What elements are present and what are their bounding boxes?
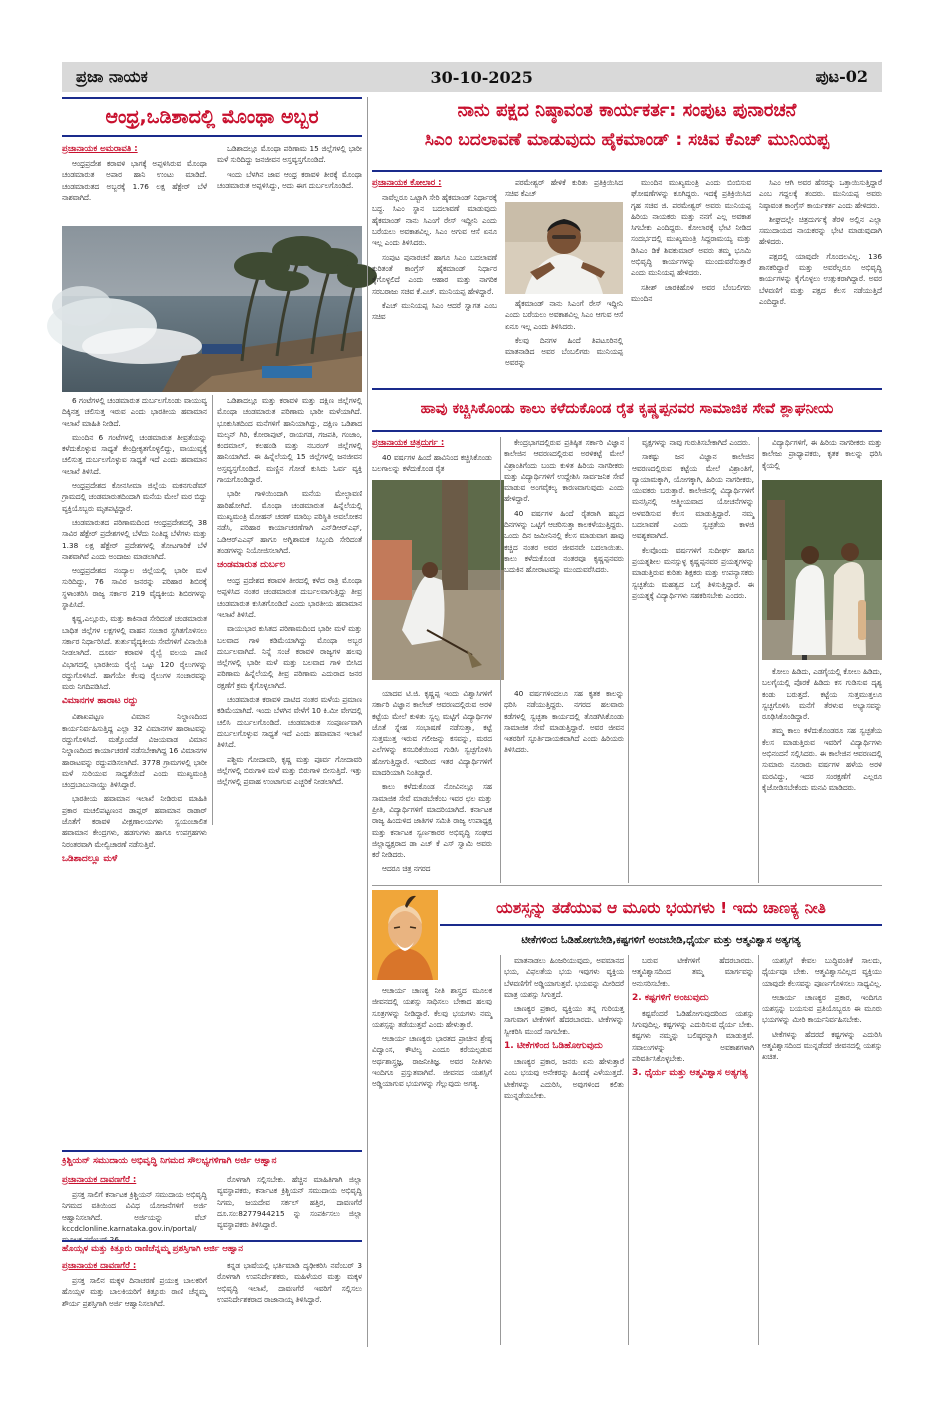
subhead-flights: ವಿಮಾನಗಳ ಹಾರಾಟ ರದ್ದು [62, 696, 139, 707]
story1-para: ಚಂಡಮಾರುತದ ಪರಿಣಾಮದಿಂದ ಆಂಧ್ರಪ್ರದೇಶದಲ್ಲಿ 38 ಸಾವಿರ ಹೆಕ್ಟೇರ್ ಪ್ರದೇಶಗಳಲ್ಲಿ ಬೆಳೆದು ನಿಂತಿದ್ದ ಬೆಳೆಗಳು ಮತ್ತು 1.38 ಲಕ್ಷ ಹೆಕ್ಟೇರ್ ಪ್ರದೇಶಗಳಲ್ಲಿ ತೋಟಗಾರಿಕೆ ಬೆಳೆ ನಾಶವಾಗಿವೆ ಎಂದು ಅಂದಾಜು ಮಾಡಲಾಗಿದೆ. [62, 517, 207, 561]
story2-para: ನಾವೆಲ್ಲರೂ ಒಟ್ಟಾಗಿ ಸೇರಿ ಹೈಕಮಾಂಡ್ ನಿರ್ಧಾರಕ್ಕೆ ಬದ್ಧ. ಸಿಎಂ ಸ್ಥಾನ ಬದಲಾವಣೆ ಮಾಡುವುದು ಹೈಕಮಾಂಡ್ ನಾನು ಸಿಎಂಗೆ ರೇಸ್ ಇದ್ದೀನಿ ಎಂದು ಬರೆಯಲು ಅವಕಾಶವಿಲ್ಲ. ಸಿಎಂ ಅಗುವ ಆಸೆ ಏನೂ ಇಲ್ಲ ಎಂದು ತಿಳಿಸಿದರು. [372, 193, 497, 248]
subhead-courage: 3. ಧೈರ್ಯ ಮತ್ತು ಆತ್ಮವಿಶ್ವಾಸ ಅತ್ಯಗತ್ಯ [632, 1068, 748, 1079]
cyclone-photo-image [62, 226, 362, 392]
notice2-dateline: ಪ್ರಜಾನಾಯಕ ದಾವಣಗೆರೆ : [62, 1261, 137, 1271]
story1-col-c [62, 395, 207, 1140]
subhead-criticism: 1. ಟೀಕೆಗಳಿಂದ ಓಡಿಹೋಗುವುದು [504, 1041, 603, 1052]
story1-para: ಭಾರತೀಯ ಹವಾಮಾನ ಇಲಾಖೆ ನೀಡಿರುವ ಮಾಹಿತಿ ಪ್ರಕಾರ ಮಚಲಿಪಟ್ಟಣಂನ ಡಾಪ್ಲರ್ ಹವಾಮಾನ ರಾಡಾರ್ ಜೊತೆಗೆ ಕರಾವಳಿ ವೀಕ್ಷಣಾಲಯಗಳು ಸ್ವಯಂಚಾಲಿತ ಹವಾಮಾನ ಕೇಂದ್ರಗಳು, ಹಡಗುಗಳು ಹಾಗೂ ಉಪಗ್ರಹಗಳು ನಿರಂತರವಾಗಿ ಮೇಲ್ವಿಚಾರಣೆ ನಡೆಸುತ್ತಿವೆ. [62, 794, 207, 849]
notice1-headline: ಕ್ರಿಶ್ಚಿಯನ್ ಸಮುದಾಯ ಅಭಿವೃದ್ಧಿ ನಿಗಮದ ಸೌಲಭ್ಯಗಳಿಗಾಗಿ ಅರ್ಜಿ ಆಹ್ವಾನ [62, 1156, 277, 1167]
story1-para: ಚಂಡಮಾರುತ ಕರಾವಳಿ ದಾಟಿದ ನಂತರ ಮಳೆಯ ಪ್ರಮಾಣ ಕಡಿಮೆಯಾಗಿದೆ. ಇಂದು ಬೆಳಗಿನ ವೇಳೆಗೆ 10 ಕಿ.ಮೀ ವೇಗದಲ್ಲಿ ಚಲಿಸಿ ದುರ್ಬಲಗೊಂಡಿದೆ. ಚಂಡಮಾರುತ ಸಂಪೂರ್ಣವಾಗಿ ದುರ್ಬಲಗೊಳ್ಳುವ ಸಾಧ್ಯತೆ ಇದೆ ಎಂದು ಹವಾಮಾನ ಇಲಾಖೆ ತಿಳಿಸಿದೆ. [217, 695, 362, 750]
column-rule [500, 437, 501, 883]
story1-col-b [217, 143, 362, 223]
two-men-photo [762, 480, 882, 660]
notice1-col-b [217, 1174, 362, 1238]
story1-para: ಭಾರೀ ಗಾಳಿಯಿಂದಾಗಿ ಮನೆಯ ಮೇಲ್ಛಾವಣಿ ಹಾರಿಹೋಗಿದೆ. ಮೊಂಥಾ ಚಂಡಮಾರುತ ಹಿನ್ನೆಲೆಯಲ್ಲಿ ಮುಖ್ಯಮಂತ್ರಿ ಮೋಹನ್ ಚರಣ್ ಮಾಝಿ ಪರಿಸ್ಥಿತಿ ಅವಲೋಕನ ನಡೆಸಿ, ಪರಿಹಾರ ಕಾರ್ಯಾಚರಣೆಗಾಗಿ ಎನ್‌ಡಿಆರ್‌ಎಫ್, ಒಡಿಆರ್‌ಎಎಫ್ ಹಾಗೂ ಅಗ್ನಿಶಾಮಕ ಸಿಬ್ಬಂದಿ ಸೇರಿದಂತೆ ತಂಡಗಳನ್ನು ನಿಯೋಜಿಸಲಾಗಿದೆ. [217, 489, 362, 555]
minister-portrait-image [505, 202, 623, 294]
story1-para: ಒಡಿಶಾದಲ್ಲೂ ಮತ್ತು ಕರಾವಳಿ ಮತ್ತು ದಕ್ಷಿಣ ಜಿಲ್ಲೆಗಳಲ್ಲಿ ಮೊಂಥಾ ಚಂಡಮಾರುತ ಪರಿಣಾಮ ಭಾರೀ ಮಳೆಯಾಗಿದೆ. ಭೂಕುಸಿತದಿಂದ ಮನೆಗಳಿಗೆ ಹಾನಿಯಾಗಿದ್ದು, ದಕ್ಷಿಣ ಒಡಿಶಾದ ಮಲ್ಕನ್ ಗಿರಿ, ಕೋರಾಪುಟ್, ರಾಯಗಡ, ಗಜಪತಿ, ಗಂಜಾಂ, ಕಂದಮಾಲ್, ಕಲಹಂಡಿ ಮತ್ತು ನಬರಂಗ್ ಜಿಲ್ಲೆಗಳಲ್ಲಿ ಹಾನಿಯಾಗಿದೆ. ಈ ಹಿನ್ನೆಲೆಯಲ್ಲಿ 15 ಜಿಲ್ಲೆಗಳಲ್ಲಿ ಜನಜೀವನ ಅಸ್ತವ್ಯಸ್ತಗೊಂಡಿದೆ. ಮಣ್ಣಿನ ಗೋಡೆ ಕುಸಿದು ಓರ್ವ ವ್ಯಕ್ತಿ ಗಾಯಗೊಂಡಿದ್ದಾರೆ. [217, 396, 362, 485]
story4-col-b [504, 955, 624, 1345]
story3-para: ಆದರೂ ಚಿತ್ರ ನಗರದ [382, 864, 431, 874]
two-men-image [762, 480, 882, 660]
notice2-col-a [62, 1260, 207, 1345]
story2-col-d [759, 177, 882, 382]
story2-para: ಸತೀಶ್ ಜಾರಕಿಹೊಳಿ ಅವರ ಬೆಂಬಲಿಗರು ಮುಂದಿನ [631, 282, 751, 303]
story4-para: ಚಾಣಕ್ಯರ ಪ್ರಕಾರ, ಜನರು ಏನು ಹೇಳುತ್ತಾರೆ ಎಂಬ ಭಯವು ಅನೇಕರನ್ನು ಹಿಂದಕ್ಕೆ ಎಳೆಯುತ್ತದೆ. ಟೀಕೆಗಳನ್ನು ಎದುರಿಸಿ, ಅವುಗಳಿಂದ ಕಲಿತು ಮುನ್ನಡೆಯಬೇಕು. [504, 1057, 624, 1100]
story3-col-b [504, 437, 624, 681]
notice2-col-b [217, 1260, 362, 1345]
story1-para: ವಾಯುಭಾರ ಕುಸಿತದ ಪರಿಣಾಮದಿಂದ ಭಾರೀ ಮಳೆ ಮತ್ತು ಬಲವಾದ ಗಾಳಿ ಕಡಿಮೆಯಾಗಿದ್ದು ಮೊಂಥಾ ಅಬ್ಬರ ದುರ್ಬಲವಾಗಿದೆ. ನಿನ್ನೆ ಸಂಜೆ ಕರಾವಳಿ ರಾಜ್ಯಗಳ ಹಲವು ಜಿಲ್ಲೆಗಳಲ್ಲಿ ಭಾರೀ ಮಳೆ ಮತ್ತು ಬಲವಾದ ಗಾಳಿ ಬೀಸಿದ ಪರಿಣಾಮ ಹಿನ್ನೆಲೆಯಲ್ಲಿ ತೀವ್ರ ಪರಿಣಾಮ ಎದುರಾದ ಜನರ ರಕ್ಷಣೆಗೆ ಕ್ರಮ ಕೈಗೊಳ್ಳಲಾಗಿದೆ. [217, 624, 362, 690]
story4-col-a [372, 985, 492, 1345]
story1-col-d [217, 395, 362, 1140]
story3-para: ಸಾಕಷ್ಟು ಜನ ವಿಜ್ಞಾನ ಕಾಲೇಜಿನ ಆವರಣದಲ್ಲಿರುವ ಕಟ್ಟೆಯ ಮೇಲೆ ವಿಶ್ರಾಂತಿಗೆ, ವ್ಯಾಯಾಮಕ್ಕಾಗಿ, ಯೋಗಕ್ಕಾಗಿ, ಹಿರಿಯ ನಾಗರೀಕರು, ಯುವಕರು ಬರುತ್ತಾರೆ. ಕಾಲೇಜಿನಲ್ಲಿ ವಿದ್ಯಾರ್ಥಿಗಳಿಗೆ ಮನಸ್ಸಿನಲ್ಲಿ ಆತ್ಮೀಯವಾದ ಯೋಚನೆಗಳನ್ನು ಅಳವಡಿಸುವ ಕೆಲಸ ಮಾಡುತ್ತಿದ್ದಾರೆ. ನಮ್ಮ ಬದಲಾವಣೆ ಎಂದು ಸ್ವಚ್ಛತೆಯ ಕಾಳಜಿ ಅವಶ್ಯಕವಾಗಿದೆ. [632, 452, 754, 541]
chanakya-portrait-icon [372, 890, 438, 980]
column-rule [758, 955, 759, 1345]
story3-para: ಕೆಲವೊಂದು ವರ್ಷಗಳಿಗೆ ಸುದೀರ್ಘ ಹಾಗೂ ಪ್ರಯತ್ನಶೀಲ ಮನಸ್ಸುಳ್ಳ ಕೃಷ್ಣಪ್ಪನವರ ಪ್ರಯತ್ನಗಳನ್ನು ಮಾಡುತ್ತಿರುವ ಕುರಿತು ಶಿಕ್ಷಕರು ಮತ್ತು ಉಪನ್ಯಾಸಕರು ಸ್ವಚ್ಛತೆಯ ಮಹತ್ವದ ಬಗ್ಗೆ ತಿಳಿಸುತ್ತಿದ್ದಾರೆ. ಈ ಪ್ರಯತ್ನಕ್ಕೆ ವಿದ್ಯಾರ್ಥಿಗಳು ಸಹಕರಿಸಬೇಕು ಎಂದರು. [632, 545, 754, 600]
story1-para: ಆಂಧ್ರಪ್ರದೇಶದ ಕೋನಸೀಮಾ ಜಿಲ್ಲೆಯ ಮಕನಗುಡೆಮ್ ಗ್ರಾಮದಲ್ಲಿ ಚಂಡಮಾರುತದಿಂದಾಗಿ ಮನೆಯ ಮೇಲೆ ಮರ ಬಿದ್ದು ವ್ಯಕ್ತಿಯೊಬ್ಬರು ಮೃತಪಟ್ಟಿದ್ದಾರೆ. [62, 481, 207, 513]
notice2-text: ಕನ್ನಡ ಭಾಷೆಯಲ್ಲಿ ಭರ್ತಿಮಾಡಿ ದೃಢೀಕರಿಸಿ ನವೆಂಬರ್ 3 ರೊಳಗಾಗಿ ಉಪನಿರ್ದೇಶಕರು, ಮಹಿಳೆಯರ ಮತ್ತು ಮಕ್ಕಳ ಅಭಿವೃದ್ಧಿ ಇಲಾಖೆ, ದಾವಣಗೆರೆ ಇವರಿಗೆ ಸಲ್ಲಿಸಲು ಉಪನಿರ್ದೇಶಕರಾದ ರಾಜಾನಾಯ್ಕ ತಿಳಿಸಿದ್ದಾರೆ. [217, 1261, 362, 1304]
story2-para: ಸಂಪುಟ ಪುನಾರಚನೆ ಹಾಗೂ ಸಿಎಂ ಬದಲಾವಣೆ ಕುರಿತಂತೆ ಕಾಂಗ್ರೆಸ್ ಹೈಕಮಾಂಡ್ ನಿರ್ಧಾರ ಕೈಗೊಳ್ಳಲಿದೆ ಎಂದು ಆಹಾರ ಮತ್ತು ನಾಗರಿಕ ಸರಬರಾಜು ಸಚಿವ ಕೆ.ಎಚ್. ಮುನಿಯಪ್ಪ ಹೇಳಿದ್ದಾರೆ. [372, 252, 497, 296]
story2-col-a [372, 177, 497, 382]
notice1-text: ರೊಳಗಾಗಿ ಸಲ್ಲಿಸಬೇಕು. ಹೆಚ್ಚಿನ ಮಾಹಿತಿಗಾಗಿ ಜಿಲ್ಲಾ ವ್ಯವಸ್ಥಾಪಕರು, ಕರ್ನಾಟಕ ಕ್ರಿಶ್ಚಿಯನ್ ಸಮುದಾಯ ಅಭಿವೃದ್ಧಿ ನಿಗಮ, ಜಯದೇವ ಸರ್ಕಲ್ ಹತ್ತಿರ, ದಾವಣಗೆರೆ ದೂ.ಸಂ:8277944215 ನ್ನು ಸಂಪರ್ಕಿಸಲು ಜಿಲ್ಲಾ ವ್ಯವಸ್ಥಾಪಕರು ತಿಳಿಸಿದ್ದಾರೆ. [217, 1175, 362, 1230]
issue-date: 30-10-2025 [430, 67, 533, 87]
story3-col-d [762, 437, 882, 477]
story2-col-c [631, 177, 751, 382]
story3-headline: ಹಾವು ಕಚ್ಚಿಸಿಕೊಂಡು ಕಾಲು ಕಳೆದುಕೊಂಡ ರೈತ ಕೃಷ್ಣಪ್ಪನವರ ಸಾಮಾಜಿಕ ಸೇವೆ ಶ್ಲಾಘನೀಯ [420, 401, 834, 418]
story4-headline-box [440, 894, 882, 926]
story1-para: ವಿಶಾಖಪಟ್ಟಣ ವಿಮಾನ ನಿಲ್ದಾಣದಿಂದ ಕಾರ್ಯನಿರ್ವಹಿಸುತ್ತಿದ್ದ ಎಲ್ಲಾ 32 ವಿಮಾನಗಳ ಹಾರಾಟವನ್ನು ರದ್ದುಗೊಳಿಸಿದೆ. ಮತ್ತೊಂದೆಡೆ ವಿಜಯವಾಡ ವಿಮಾನ ನಿಲ್ದಾಣದಿಂದ ಕಾರ್ಯಾಚರಣೆ ನಡೆಸಬೇಕಾಗಿದ್ದ 16 ವಿಮಾನಗಳ ಹಾರಾಟವನ್ನು ರದ್ದುಪಡಿಸಲಾಗಿದೆ. 3778 ಗ್ರಾಮಗಳಲ್ಲಿ ಭಾರೀ ಮಳೆ ಸುರಿಯುವ ಸಾಧ್ಯತೆಯಿದೆ ಎಂದು ಮುಖ್ಯಮಂತ್ರಿ ಚಂದ್ರಬಾಬುನಾಯ್ಡು ತಿಳಿಸಿದ್ದಾರೆ. [62, 712, 207, 790]
story4-para: ಮಾತನಾಡಲು ಹಿಂಜರಿಯುವುದು, ಅವಮಾನದ ಭಯ, ವಿಫಲತೆಯ ಭಯ ಇವುಗಳು ವ್ಯಕ್ತಿಯ ಬೆಳವಣಿಗೆಗೆ ಅಡ್ಡಿಯಾಗುತ್ತವೆ. ಭಯವನ್ನು ಮೀರಿದರೆ ಮಾತ್ರ ಯಶಸ್ಸು ಸಿಗುತ್ತದೆ. [504, 956, 624, 999]
notice2-headline: ಹೊಯ್ಸಳ ಮತ್ತು ಕಿತ್ತೂರು ರಾಣಿಚೆನ್ನಮ್ಮ ಪ್ರಶಸ್ತಿಗಾಗಿ ಅರ್ಜಿ ಆಹ್ವಾನ [62, 1244, 243, 1255]
masthead [62, 62, 882, 92]
story1-para: ಒಡಿಶಾದಲ್ಲೂ ಮೊಂಥಾ ಪರಿಣಾಮ 15 ಜಿಲ್ಲೆಗಳಲ್ಲಿ ಭಾರೀ ಮಳೆ ಸುರಿದಿದ್ದು ಜನಜೀವನ ಅಸ್ತವ್ಯಸ್ತಗೊಂಡಿದೆ. [217, 144, 362, 165]
story1-headline-box [62, 97, 362, 137]
story3-para: 40 ವರ್ಷಗಳಿಂದಲೂ ಸಹ ಕೃತಕ ಕಾಲನ್ನು ಧರಿಸಿ ನಡೆಯುತ್ತಿದ್ದರು. ನಗರದ ಹಲವಾರು ಕಡೆಗಳಲ್ಲಿ ಸ್ವಚ್ಛತಾ ಕಾರ್ಯದಲ್ಲಿ ತೊಡಗಿಸಿಕೊಂಡು ಸಾಮಾಜಿಕ ಸೇವೆ ಮಾಡುತ್ತಿದ್ದಾರೆ. ಅವರ ಜೀವನ ಇತರರಿಗೆ ಸ್ಫೂರ್ತಿದಾಯಕವಾಗಿದೆ ಎಂದು ಹಿರಿಯರು ತಿಳಿಸಿದರು. [504, 689, 624, 755]
story1-para: ಕೃಷ್ಣ,ಎಲ್ಲೂರು, ಮತ್ತು ಕಾಕಿನಾಡ ಸೇರಿದಂತೆ ಚಂಡಮಾರುತ ಬಾಧಿತ ಜಿಲ್ಲೆಗಳ ಲಕ್ಷಗಳಲ್ಲಿ ವಾಹನ ಸಂಚಾರ ಸ್ಥಗಿತಗೊಳಿಸಲು ಸರ್ಕಾರ ನಿರ್ಧಾರಿಸಿದೆ. ತುರ್ತುವೈದ್ಯಕೀಯ ಸೇವೆಗಳಿಗೆ ವಿನಾಯಿತಿ ನೀಡಲಾಗಿದೆ. ದೂರ್ವ ಕರಾವಳಿ ರೈಲ್ವೆ ವಲಯ ಪಾಣಿ ವಿಭಾಗದಲ್ಲಿ ಭಾರತೀಯ ರೈಲ್ವೆ ಒಟ್ಟು 120 ರೈಲುಗಳನ್ನು ರದ್ದುಗೊಳಿಸಿದೆ. ಹಾಗೆಯೇ ಕೆಲವು ರೈಲುಗಳ ಸಂಚಾರವನ್ನು ಮರು ನಿಗದಿಪಡಿಸಿದೆ. [62, 614, 207, 692]
subhead-threat: ಚಂಡಮಾರುತ ದುರ್ಬಲ [217, 560, 286, 571]
section-divider [367, 97, 368, 1347]
story2-headline-rule [372, 170, 882, 172]
story2-col-b [505, 177, 623, 382]
cyclone-photo [62, 226, 362, 392]
story2-para: ಕೆಎಚ್ ಮುನಿಯಪ್ಪ ಸಿಎಂ ಆದರೆ ಸ್ವಾಗತ ಎಂಬ ಸಚಿವ [372, 300, 497, 322]
notice1-headline-box [62, 1150, 362, 1172]
column-rule [212, 395, 213, 825]
story3-para: ಕೋಲು ಹಿಡಿದು, ಎಡಗೈಯಲ್ಲಿ ಕೋಲು ಹಿಡಿದು, ಬಲಗೈಯಲ್ಲಿ ಪೊರಕೆ ಹಿಡಿದು ಕಸ ಗುಡಿಸುವ ದೃಶ್ಯ ಕಂಡು ಬರುತ್ತದೆ. ಕಟ್ಟೆಯ ಸುತ್ತಮುತ್ತಲೂ ಸ್ವಚ್ಛಗೊಳಿಸಿ ಮನೆಗೆ ತೆರಳುವ ಅಭ್ಯಾಸವನ್ನು ರೂಢಿಸಿಕೊಂಡಿದ್ದಾರೆ. [762, 667, 882, 722]
story1-para: ಪಶ್ಚಿಮ ಗೋದಾವರಿ, ಕೃಷ್ಣ ಮತ್ತು ಪೂರ್ವ ಗೋದಾವರಿ ಜಿಲ್ಲೆಗಳಲ್ಲಿ ಬಿರುಗಾಳಿ ಮಳೆ ಮತ್ತು ಬಿರುಗಾಳಿ ಬೀಸುತ್ತಿದೆ. ಇತ್ತು ಜಿಲ್ಲೆಗಳಲ್ಲಿ ಪ್ರವಾಹ ಉಂಟಾಗುವ ಎಚ್ಚರಿಕೆ ನೀಡಲಾಗಿದೆ. [217, 754, 362, 787]
story4-subhead: ಟೀಕೆಗಳಿಂದ ಓಡಿಹೋಗಬೇಡಿ,ಕಷ್ಟಗಳಿಗೆ ಅಂಜಬೇಡಿ,ಧೈರ್ಯ ಮತ್ತು ಆತ್ಮವಿಶ್ವಾಸ ಅತ್ಯಗತ್ಯ [521, 934, 801, 946]
farmer-sweeping-image [372, 480, 504, 680]
story1-para: ಆಂಧ್ರಪ್ರದೇಶದ ನಂದ್ಯಾಲ ಜಿಲ್ಲೆಯಲ್ಲಿ ಭಾರೀ ಮಳೆ ಸುರಿದಿದ್ದು, 76 ಸಾವಿರ ಜನರನ್ನು ಪರಿಹಾರ ಶಿಬಿರಕ್ಕೆ ಸ್ಥಳಾಂತರಿಸಿ ರಾಜ್ಯ ಸರ್ಕಾರ 219 ವೈದ್ಯಕೀಯ ಶಿಬಿರಗಳನ್ನು ಸ್ಥಾಪಿಸಿದೆ. [62, 566, 207, 610]
column-rule [500, 955, 501, 1345]
story4-col-d [762, 955, 882, 1345]
story4-headline: ಯಶಸ್ಸನ್ನು ತಡೆಯುವ ಆ ಮೂರು ಭಯಗಳು ! ಇದು ಚಾಣಕ್ಯ ನೀತಿ [496, 899, 826, 918]
page-number: ಪುಟ-02 [815, 67, 868, 86]
chanakya-illustration [372, 890, 438, 980]
story1-para: ಆಂಧ್ರಪ್ರದೇಶ ಕರಾವಳಿ ಭಾಗಕ್ಕೆ ಅಪ್ಪಳಿಸಿರುವ ಮೊಂಥಾ ಚಂಡಮಾರುತ ಅಪಾರ ಹಾನಿ ಉಂಟು ಮಾಡಿದೆ. ಚಂಡಮಾರುತದ ಅಬ್ಬರಕ್ಕೆ 1.76 ಲಕ್ಷ ಹೆಕ್ಟೇರ್ ಬೆಳೆ ನಾಶವಾಗಿದೆ. [62, 159, 207, 203]
story3-dateline: ಪ್ರಜಾನಾಯಕ ಚಿತ್ರದುರ್ಗ : [372, 438, 445, 448]
story2-para: ಪಕ್ಷದಲ್ಲಿ ಯಾವುದೇ ಗೊಂದಲವಿಲ್ಲ. 136 ಶಾಸಕರಿದ್ದಾರೆ ಮತ್ತು ಅವರೆಲ್ಲರೂ ಅಭಿವೃದ್ಧಿ ಕಾರ್ಯಗಳನ್ನು ಕೈಗೊಳ್ಳಲು ಉತ್ಸುಕರಾಗಿದ್ದಾರೆ. ಅವರ ಬೆಳವಣಿಗೆ ಮತ್ತು ಪಕ್ಷದ ಕೆಲಸ ನಡೆಯುತ್ತಿದೆ ಎಂದಿದ್ದಾರೆ. [759, 251, 882, 306]
notice2-text: ಪ್ರಸಕ್ತ ಸಾಲಿನ ಮಕ್ಕಳ ದಿನಾಚರಣೆ ಪ್ರಯುಕ್ತ ಬಾಲಕರಿಗೆ ಹೊಯ್ಸಳ ಮತ್ತು ಬಾಲಕಿಯರಿಗೆ ಕಿತ್ತೂರು ರಾಣಿ ಚೆನ್ನಮ್ಮ ಶೌರ್ಯ ಪ್ರಶಸ್ತಿಗಾಗಿ ಅರ್ಜಿ ಆಹ್ವಾನಿಸಲಾಗಿದೆ. [62, 1276, 207, 1308]
story2-para: ಹೈಕಮಾಂಡ್ ನಾನು ಸಿಎಂಗೆ ರೇಸ್ ಇದ್ದೀನಿ ಎಂದು ಬರೆಯಲು ಅವಕಾಶವಿಲ್ಲ ಸಿಎಂ ಆಗುವ ಆಸೆ ಏನೂ ಇಲ್ಲ ಎಂದು ತಿಳಿಸಿದರು. [505, 299, 623, 331]
story3-para: 40 ವರ್ಷಗಳ ಹಿಂದೆ ರೈತರಾಗಿ ಹಬ್ಬದ ದಿನಗಳನ್ನು ಒಟ್ಟಿಗೆ ಆಚರಿಸುತ್ತಾ ಕಾಲಕಳೆಯುತ್ತಿದ್ದರು. ಒಂದು ದಿನ ಜಮೀನಿನಲ್ಲಿ ಕೆಲಸ ಮಾಡುವಾಗ ಹಾವು ಕಚ್ಚಿದ ನಂತರ ಅವರ ಜೀವನವೇ ಬದಲಾಯಿತು. ಕಾಲು ಕಳೆದುಕೊಂಡ ನಂತರವೂ ಕೃಷ್ಣಪ್ಪನವರು ಬದುಕಿನ ಹೋರಾಟವನ್ನು ಮುಂದುವರೆಸಿದರು. [504, 508, 624, 575]
story3-col-b2 [504, 688, 624, 883]
section-rule [372, 885, 882, 886]
column-rule [628, 955, 629, 1345]
story3-col-d2 [762, 666, 882, 883]
notice1-col-a [62, 1174, 207, 1245]
story2-headline-1: ನಾನು ಪಕ್ಷದ ನಿಷ್ಠಾವಂತ ಕಾರ್ಯಕರ್ತ: ಸಂಪುಟ ಪುನಾರಚನೆ [457, 100, 797, 121]
story4-para: ಚಾಣಕ್ಯರ ಪ್ರಕಾರ, ವ್ಯಕ್ತಿಯು ತನ್ನ ಗುರಿಯತ್ತ ಸಾಗುವಾಗ ಟೀಕೆಗಳಿಗೆ ಹೆದರಬಾರದು. ಟೀಕೆಗಳನ್ನು ಸ್ವೀಕರಿಸಿ ಮುಂದೆ ಸಾಗಬೇಕು. [504, 1004, 624, 1036]
story1-headline: ಆಂಧ್ರ,ಒಡಿಶಾದಲ್ಲಿ ಮೊಂಥಾ ಅಬ್ಬರ [105, 105, 319, 128]
subhead-odisha: ಒಡಿಶಾದಲ್ಲೂ ಮಳೆ [62, 853, 118, 864]
story3-para: ತಮ್ಮ ಕಾಲು ಕಳೆದುಕೊಂಡರೂ ಸಹ ಸ್ವಚ್ಛತೆಯ ಕೆಲಸ ಮಾಡುತ್ತಿರುವ ಇವರಿಗೆ ವಿದ್ಯಾರ್ಥಿಗಳು ಅಭಿನಂದನೆ ಸಲ್ಲಿಸಿದರು. ಈ ಕಾಲೇಜಿನ ಆವರಣದಲ್ಲಿ ಸುಮಾರು ನೂರಾರು ವರ್ಷಗಳ ಹಳೆಯ ಅರಳಿ ಮರವಿದ್ದು, ಇದರ ಸಂರಕ್ಷಣೆಗೆ ಎಲ್ಲರೂ ಕೈಜೋಡಿಸಬೇಕೆಂದು ಮನವಿ ಮಾಡಿದರು. [762, 726, 882, 792]
story2-headline-box [372, 97, 882, 169]
story1-para: ಇಂದು ಬೆಳಗಿನ ಜಾವ ಆಂಧ್ರ ಕರಾವಳಿ ತೀರಕ್ಕೆ ಮೊಂಥಾ ಚಂಡಮಾರುತ ಅಪ್ಪಳಿಸಿದ್ದು, ಅದು ಈಗ ದುರ್ಬಲಗೊಂಡಿದೆ. [217, 169, 362, 190]
story3-para: ವೃಕ್ಷಗಳನ್ನು ನಾವು ಗುರುತಿಸಬೇಕಾಗಿದೆ ಎಂದರು. [642, 438, 751, 447]
story3-col-c [632, 437, 754, 883]
story2-headline-2: ಸಿಎಂ ಬದಲಾವಣೆ ಮಾಡುವುದು ಹೈಕಮಾಂಡ್ : ಸಚಿವ ಕೆಎಚ್ ಮುನಿಯಪ್ಪ [424, 129, 830, 150]
story2-para: ಮುಂದಿನ ಮುಖ್ಯಮಂತ್ರಿ ಎಂದು ಬಿಂಬಿಸುವ ಘೋಷಣೆಗಳನ್ನು ಕೂಗಿದ್ದರು. ಇದಕ್ಕೆ ಪ್ರತಿಕ್ರಿಯಿಸಿದ ಗೃಹ ಸಚಿವ ಜಿ. ಪರಮೇಶ್ವರ್ ಅವರು ಮುನಿಯಪ್ಪ ಹಿರಿಯ ನಾಯಕರು ಮತ್ತು ನನಗೆ ಎಲ್ಲ ಅವಕಾಶ ಸಿಗಬೇಕು ಎಂದಿದ್ದರು. ಕೋಲಾರಕ್ಕೆ ಭೇಟಿ ನೀಡಿದ ಸಂದರ್ಭದಲ್ಲಿ ಮುಖ್ಯಮಂತ್ರಿ ಸಿದ್ದರಾಮಯ್ಯ ಮತ್ತು ಡಿಸಿಎಂ ಡಿಕೆ ಶಿವಕುಮಾರ್ ಅವರು ತಮ್ಮ ಭೂಮಿ ಅಭಿವೃದ್ಧಿ ಕಾರ್ಯಗಳನ್ನು ಮುಂದುವರೆಸುತ್ತಾರೆ ಎಂದು ಮುನಿಯಪ್ಪ ಹೇಳಿದರು. [631, 178, 751, 278]
story4-para: ಆಚಾರ್ಯ ಚಾಣಕ್ಯ ನೀತಿ ಶಾಸ್ತ್ರದ ಮೂಲಕ ಜೀವನದಲ್ಲಿ ಯಶಸ್ಸು ಸಾಧಿಸಲು ಬೇಕಾದ ಹಲವು ಸೂತ್ರಗಳನ್ನು ನೀಡಿದ್ದಾರೆ. ಕೆಲವು ಭಯಗಳು ನಮ್ಮ ಯಶಸ್ಸನ್ನು ತಡೆಯುತ್ತವೆ ಎಂದು ಹೇಳುತ್ತಾರೆ. [372, 986, 492, 1029]
column-rule [628, 437, 629, 883]
story3-para: 40 ವರ್ಷಗಳ ಹಿಂದೆ ಹಾವಿನಿಂದ ಕಚ್ಚಿಸಿಕೊಂಡು ಬಲಗಾಲನ್ನು ಕಳೆದುಕೊಂಡ ರೈತ [372, 453, 492, 474]
story2-para: ಕೆಲವು ದಿನಗಳ ಹಿಂದೆ ತಿಪಟೂರಿನಲ್ಲಿ ಮಾತನಾಡಿದ ಅವರ ಬೆಂಬಲಿಗರು ಮುನಿಯಪ್ಪ ಅವರನ್ನು [505, 335, 623, 368]
story2-para: ಶೀಘ್ರದಲ್ಲೇ ಚಿತ್ರದುರ್ಗಕ್ಕೆ ತೆರಳಿ ಅಲ್ಲಿನ ಎಲ್ಲಾ ಸಮುದಾಯದ ನಾಯಕರನ್ನು ಭೇಟಿ ಮಾಡುವುದಾಗಿ ಹೇಳಿದರು. [759, 214, 882, 247]
story3-para: ಯಾದವ ಟಿ.ಜಿ. ಕೃಷ್ಣಪ್ಪ ಇಂದು ವಿಶ್ವಾಸಿಗಳಿಗೆ ಸರ್ಕಾರಿ ವಿಜ್ಞಾನ ಕಾಲೇಜ್ ಆವರಣದಲ್ಲಿರುವ ಅರಳಿ ಕಟ್ಟೆಯ ಮೇಲೆ ಕುಳಿತು ಸ್ವಲ್ಪ ಮಟ್ಟಿಗೆ ವಿದ್ಯಾರ್ಥಿಗಳ ಜೊತೆ ಸ್ನೇಹ ಸಂಭಾಷಣೆ ನಡೆಸುತ್ತಾ, ಕಟ್ಟೆ ಸುತ್ತಮುತ್ತ ಇರುವ ಗಲೀಜನ್ನು ಕಸವನ್ನು, ಮರದ ಎಲೆಗಳನ್ನು ಕಸಬರಿಕೆಯಿಂದ ಗುಡಿಸಿ ಸ್ವಚ್ಛಗೊಳಿಸಿ ಹೋಗುತ್ತಿದ್ದಾರೆ. ಇದರಿಂದ ಇತರ ವಿದ್ಯಾರ್ಥಿಗಳಿಗೆ ಮಾದರಿಯಾಗಿ ನಿಂತಿದ್ದಾರೆ. [372, 689, 492, 778]
story1-dateline: ಪ್ರಜಾನಾಯಕ ಅಮರಾವತಿ : [62, 144, 138, 154]
story1-para: ಆಂಧ್ರ ಪ್ರದೇಶದ ಕರಾವಳಿ ತೀರದಲ್ಲಿ ಕಳೆದ ರಾತ್ರಿ ಮೊಂಥಾ ಅಪ್ಪಳಿಸಿದ ನಂತರ ಚಂಡಮಾರುತ ದುರ್ಬಲವಾಗುತ್ತಿದ್ದು ತೀವ್ರ ಚಂಡಮಾರುತ ಕುಸಿತಗೊಂಡಿದೆ ಎಂದು ಭಾರತೀಯ ಹವಾಮಾನ ಇಲಾಖೆ ತಿಳಿಸಿದೆ. [217, 576, 362, 619]
story2-para: ಪರಮೇಶ್ವರ್ ಹೇಳಿಕೆ ಕುರಿತು ಪ್ರತಿಕ್ರಿಯಿಸಿದ ಸಚಿವ ಕೆಎಚ್ [505, 178, 623, 199]
story3-para: ಕಾಲು ಕಳೆದುಕೊಂಡ ನೋವಿನಲ್ಲೂ ಸಹ ಸಾಮಾಜಿಕ ಸೇವೆ ಮಾಡಬೇಕೆಂಬ ಇವರ ಛಲ ಮತ್ತು ಪ್ರೀತಿ, ವಿದ್ಯಾರ್ಥಿಗಳಿಗೆ ಮಾದರಿಯಾಗಿದೆ. ಕರ್ನಾಟಕ ರಾಜ್ಯ ಹಿಂದುಳಿದ ಜಾತಿಗಳ ಸಮಿತಿ ರಾಜ್ಯ ಉಪಾಧ್ಯಕ್ಷ ಮತ್ತು ಕರ್ನಾಟಕ ಸ್ವರ್ಣಕಾರರ ಅಭಿವೃದ್ಧಿ ಸಂಘದ ಜಿಲ್ಲಾಧ್ಯಕ್ಷರಾದ ಡಾ ಎಚ್ ಕೆ ಎಸ್ ಸ್ವಾಮಿ ಅವರು ಕರೆ ನೀಡಿದರು. [372, 782, 492, 860]
story2-dateline: ಪ್ರಜಾನಾಯಕ ಕೋಲಾರ : [372, 178, 442, 188]
story4-subhead-box [440, 930, 882, 950]
story4-para: ಕಷ್ಟವೆಂದರೆ ಓಡಿಹೋಗುವುದರಿಂದ ಯಶಸ್ಸು ಸಿಗುವುದಿಲ್ಲ. ಕಷ್ಟಗಳನ್ನು ಎದುರಿಸುವ ಧೈರ್ಯ ಬೇಕು. ಕಷ್ಟಗಳು ನಮ್ಮನ್ನು ಬಲಿಷ್ಠರನ್ನಾಗಿ ಮಾಡುತ್ತವೆ. ಸವಾಲುಗಳನ್ನು ಅವಕಾಶಗಳಾಗಿ ಪರಿವರ್ತಿಸಿಕೊಳ್ಳಬೇಕು. [632, 1008, 754, 1064]
notice1-text: ಪ್ರಸಕ್ತ ಸಾಲಿಗೆ ಕರ್ನಾಟಕ ಕ್ರಿಶ್ಚಿಯನ್ ಸಮುದಾಯ ಅಭಿವೃದ್ಧಿ ನಿಗಮದ ವತಿಯಿಂದ ವಿವಿಧ ಯೋಜನೆಗಳಿಗೆ ಅರ್ಜಿ ಆಹ್ವಾನಿಸಲಾಗಿದೆ. ಅರ್ಜಿಯನ್ನು ವೆಬ್ kccdclonline.karnataka.gov.in/portal/ ಮೂಲಕ ನವೆಂಬರ್ 26 [62, 1190, 207, 1245]
subhead-hardship: 2. ಕಷ್ಟಗಳಿಗೆ ಅಂಜುವುದು [632, 992, 709, 1003]
story4-para: ಆಚಾರ್ಯ ಚಾಣಕ್ಯರ ಪ್ರಕಾರ, ಇಂದಿಗೂ ಯಶಸ್ಸನ್ನು ಬಯಸುವ ಪ್ರತಿಯೊಬ್ಬರೂ ಈ ಮೂರು ಭಯಗಳನ್ನು ಮೀರಿ ಕಾರ್ಯನಿರ್ವಹಿಸಬೇಕು. [762, 992, 882, 1025]
story3-headline-box [372, 388, 882, 432]
story4-col-c [632, 955, 754, 1345]
story2-para: ಸಿಎಂ ಆಗಿ ಅವರ ಹೆಸರನ್ನು ಒತ್ತಾಯಿಸುತ್ತಿದ್ದಾರೆ ಎಂಬ ಗದ್ದಲಕ್ಕೆ ತಂದರು. ಮುನಿಯಪ್ಪ ಅವರು ನಿಷ್ಠಾವಂತ ಕಾಂಗ್ರೆಸ್ ಕಾರ್ಯಕರ್ತ ಎಂದು ಹೇಳಿದರು. [759, 178, 882, 210]
story1-col-a [62, 143, 207, 223]
story1-para: ಮುಂದಿನ 6 ಗಂಟೆಗಳಲ್ಲಿ ಚಂಡಮಾರುತ ತೀವ್ರತೆಯನ್ನು ಕಳೆದುಕೊಳ್ಳುವ ಸಾಧ್ಯತೆ ಕೇಂದ್ರೀಕೃತಗೊಳ್ಳಲಿದ್ದು, ವಾಯುವ್ಯಕ್ಕೆ ಚಲಿಸುತ್ತ ದುರ್ಬಲಗೊಳ್ಳುವ ಸಾಧ್ಯತೆ ಇದೆ ಎಂದು ಹವಾಮಾನ ಇಲಾಖೆ ತಿಳಿಸಿದೆ. [62, 432, 207, 476]
story4-para: ಟೀಕೆಗಳನ್ನು ಹೆದರದೆ ಕಷ್ಟಗಳನ್ನು ಎದುರಿಸಿ ಆತ್ಮವಿಶ್ವಾಸದಿಂದ ಮುನ್ನಡೆದರೆ ಜೀವನದಲ್ಲಿ ಯಶಸ್ಸು ಖಚಿತ. [762, 1029, 882, 1062]
story3-para: ಕೇಂದ್ರಭಾಗದಲ್ಲಿರುವ ಪ್ರತಿಷ್ಠಿತ ಸರ್ಕಾರಿ ವಿಜ್ಞಾನ ಕಾಲೇಜಿನ ಆವರಣದಲ್ಲಿರುವ ಅರಳಿಕಟ್ಟೆ ಮೇಲೆ ವಿಶ್ರಾಂತಿಗೆಂದು ಬಂದು ಕುಳಿತ ಹಿರಿಯ ನಾಗರೀಕರು ಮತ್ತು ವಿದ್ಯಾರ್ಥಿಗಳಿಗೆ ಉದ್ದೇಶಿಸಿ ಸಾರ್ವಜನಿಕ ಸೇವೆ ಮಾಡುವ ಅಂಗವೈಕಲ್ಯ ಕಾರಣವಾಗುವುದು ಎಂದು ಹೇಳಿದ್ದಾರೆ. [504, 438, 624, 504]
story3-para: ವಿದ್ಯಾರ್ಥಿಗಳಿಗೆ, ಈ ಹಿರಿಯ ನಾಗರೀಕರು ಮತ್ತು ಕಾಲೇಜು ಪ್ರಾಧ್ಯಾಪಕರು, ಕೃತಕ ಕಾಲನ್ನು ಧರಿಸಿ ಕೈಯಲ್ಲಿ [762, 438, 882, 470]
notice1-dateline: ಪ್ರಜಾನಾಯಕ ದಾವಣಗೆರೆ : [62, 1175, 137, 1185]
story4-para: ಯಶಸ್ಸಿಗೆ ಕೇವಲ ಬುದ್ಧಿವಂತಿಕೆ ಸಾಲದು, ಧೈರ್ಯವೂ ಬೇಕು. ಆತ್ಮವಿಶ್ವಾಸವಿಲ್ಲದ ವ್ಯಕ್ತಿಯು ಯಾವುದೇ ಕೆಲಸವನ್ನು ಪೂರ್ಣಗೊಳಿಸಲು ಸಾಧ್ಯವಿಲ್ಲ. [762, 956, 882, 988]
minister-photo [505, 202, 623, 294]
story3-col-a2 [372, 688, 492, 883]
paper-name: ಪ್ರಜಾ ನಾಯಕ [76, 67, 148, 86]
column-rule [758, 437, 759, 883]
notice2-headline-box [62, 1240, 362, 1258]
story1-para: 6 ಗಂಟೆಗಳಲ್ಲಿ ಚಂಡಮಾರುತ ದುರ್ಬಲಗೊಂಡು ವಾಯುವ್ಯ ದಿಕ್ಕಿನತ್ತ ಚಲಿಸುತ್ತ ಇರುವ ಎಂದು ಭಾರತೀಯ ಹವಾಮಾನ ಇಲಾಖೆ ಮಾಹಿತಿ ನೀಡಿದೆ. [62, 396, 207, 428]
story4-para: ಆಚಾರ್ಯ ಚಾಣಕ್ಯರು ಭಾರತದ ಪ್ರಾಚೀನ ಶ್ರೇಷ್ಠ ವಿದ್ವಾಂಸ, ಕೌಟಿಲ್ಯ ಎಂದೂ ಕರೆಯಲ್ಪಡುವ ಅರ್ಥಶಾಸ್ತ್ರಜ್ಞ, ರಾಜನೀತಿಜ್ಞ. ಅವರ ನೀತಿಗಳು ಇಂದಿಗೂ ಪ್ರಸ್ತುತವಾಗಿವೆ. ಜೀವನದ ಯಶಸ್ಸಿಗೆ ಅಡ್ಡಿಯಾಗುವ ಭಯಗಳನ್ನು ಗೆಲ್ಲುವುದು ಅಗತ್ಯ. [372, 1034, 492, 1089]
story4-para: ಬರುವ ಟೀಕೆಗಳಿಗೆ ಹೆದರಬಾರದು. ಆತ್ಮವಿಶ್ವಾಸದಿಂದ ತಮ್ಮ ಮಾರ್ಗವನ್ನು ಅನುಸರಿಸಬೇಕು. [632, 956, 754, 988]
farmer-sweeping-photo [372, 480, 504, 680]
